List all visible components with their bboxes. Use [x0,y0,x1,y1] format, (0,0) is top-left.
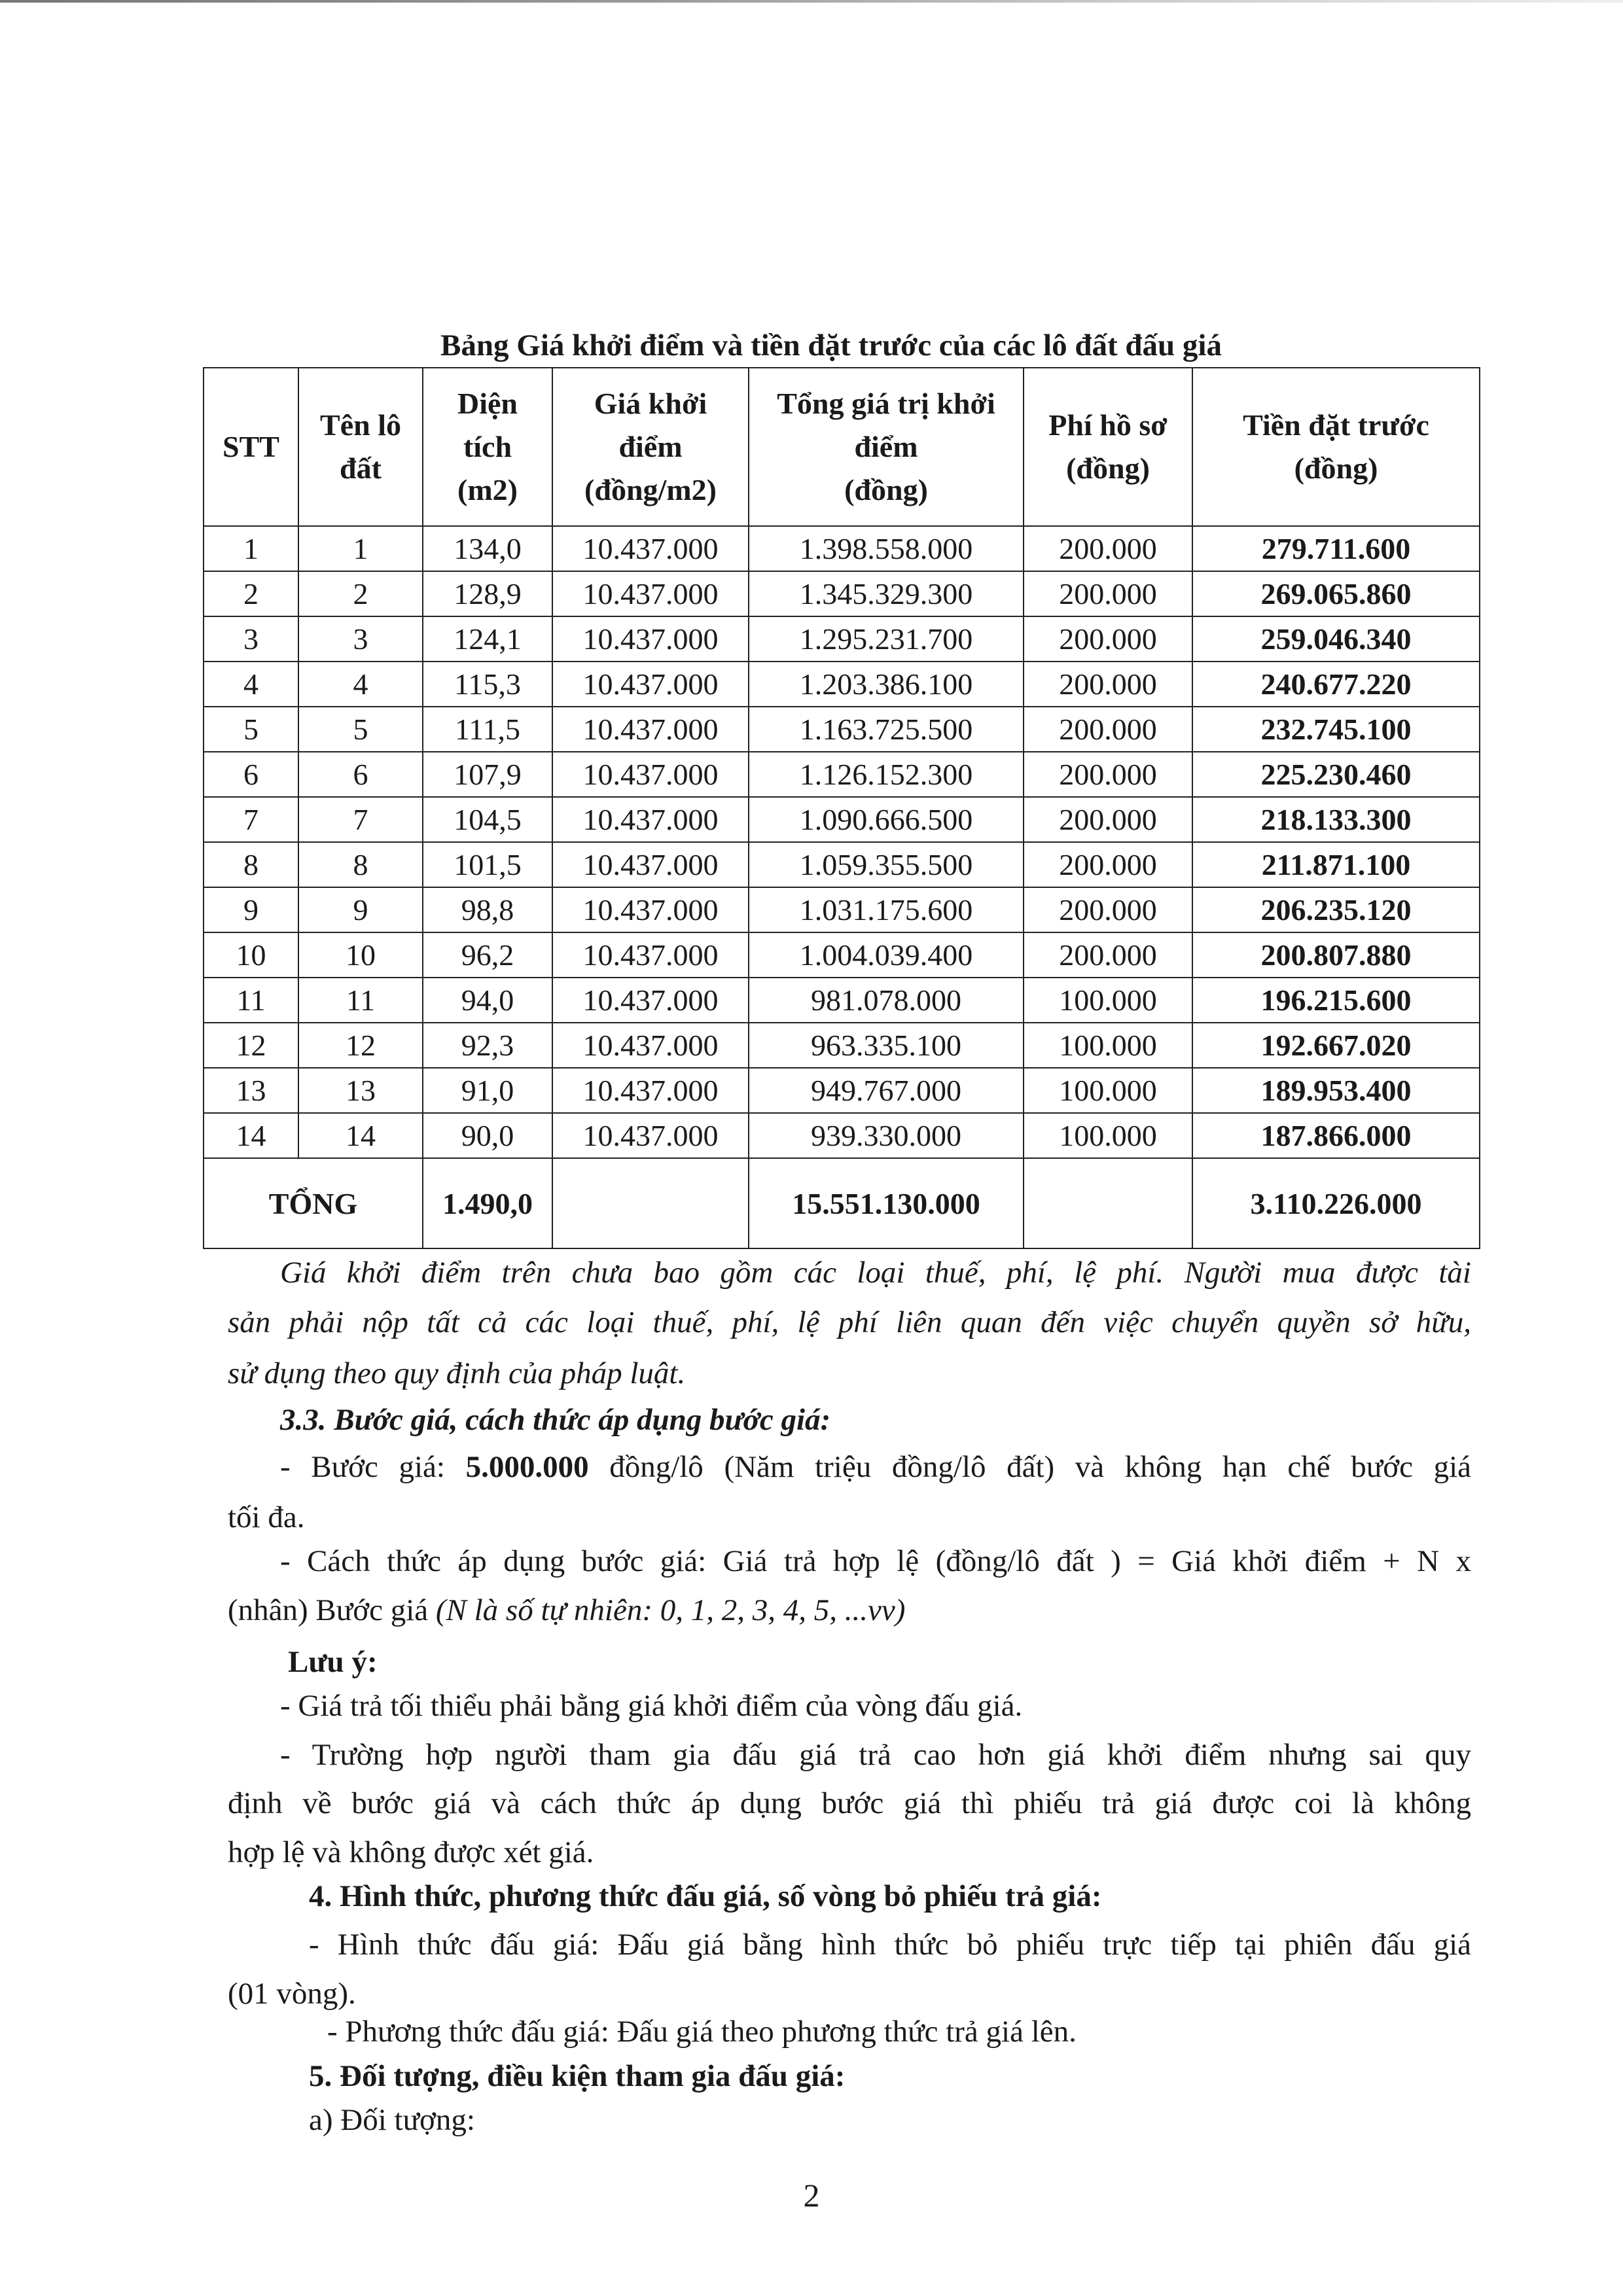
header-unit-price: Giá khởi điểm (đồng/m2) [552,368,749,526]
method2-line: - Phương thức đấu giá: Đấu giá theo phương thức trả giá lên. [327,2015,1077,2049]
cell-total: 1.398.558.000 [749,526,1024,571]
table-row [204,978,1480,1023]
note-line: Giá khởi điểm trên chưa bao gồm các loại thuế, phí, lệ phí. Người mua được tài [280,1256,1471,1290]
cell-total: 963.335.100 [749,1023,1024,1068]
note-item: - Trường hợp người tham gia đấu giá trả cao hơn giá khởi điểm nhưng sai quy [280,1738,1471,1772]
cell-fee: 200.000 [1024,526,1192,571]
section-5-heading: 5. Đối tượng, điều kiện tham gia đấu giá: [309,2059,846,2093]
cell-unit-price: 10.437.000 [552,978,749,1023]
cell-area: 111,5 [423,707,552,752]
cell-lot: 7 [298,797,423,842]
cell-unit-price: 10.437.000 [552,526,749,571]
section-3-3-heading: 3.3. Bước giá, cách thức áp dụng bước giá: [280,1403,831,1437]
table-header-row [204,368,1480,526]
header-deposit: Tiền đặt trước (đồng) [1192,368,1480,526]
cell-lot: 11 [298,978,423,1023]
cell-total: 1.126.152.300 [749,752,1024,797]
step-label: - Bước giá: [280,1450,466,1484]
cell-area: 104,5 [423,797,552,842]
cell-stt: 1 [204,526,298,571]
total-value: 15.551.130.000 [749,1158,1024,1248]
cell-deposit: 192.667.020 [1192,1023,1480,1068]
cell-fee: 100.000 [1024,1113,1192,1158]
cell-stt: 8 [204,842,298,887]
cell-stt: 3 [204,616,298,662]
cell-area: 92,3 [423,1023,552,1068]
step-line [280,1447,1471,1487]
cell-lot: 8 [298,842,423,887]
auction-lots-table [203,367,1480,1249]
total-unit-price-empty [552,1158,749,1248]
cell-fee: 200.000 [1024,571,1192,616]
cell-area: 134,0 [423,526,552,571]
table-row [204,842,1480,887]
cell-unit-price: 10.437.000 [552,842,749,887]
method-label: (nhân) Bước giá [228,1593,436,1627]
cell-total: 1.004.039.400 [749,932,1024,978]
step-line-2: tối đa. [228,1500,305,1534]
cell-area: 115,3 [423,662,552,707]
cell-total: 939.330.000 [749,1113,1024,1158]
header-fee: Phí hồ sơ (đồng) [1024,368,1192,526]
table-total-row [204,1158,1480,1248]
cell-lot: 1 [298,526,423,571]
cell-unit-price: 10.437.000 [552,1023,749,1068]
method-line: - Cách thức áp dụng bước giá: Giá trả hợp lệ (đồng/lô đất ) = Giá khởi điểm + N x [280,1544,1471,1578]
section-4-heading: 4. Hình thức, phương thức đấu giá, số vòng bỏ phiếu trả giá: [309,1879,1102,1913]
table-row [204,571,1480,616]
cell-stt: 4 [204,662,298,707]
cell-lot: 3 [298,616,423,662]
form-line: - Hình thức đấu giá: Đấu giá bằng hình thức bỏ phiếu trực tiếp tại phiên đấu giá [309,1928,1471,1962]
cell-deposit: 279.711.600 [1192,526,1480,571]
cell-fee: 200.000 [1024,887,1192,932]
total-deposit: 3.110.226.000 [1192,1158,1480,1248]
cell-area: 98,8 [423,887,552,932]
table-row [204,887,1480,932]
cell-deposit: 232.745.100 [1192,707,1480,752]
cell-deposit: 240.677.220 [1192,662,1480,707]
cell-lot: 10 [298,932,423,978]
header-lot: Tên lô đất [298,368,423,526]
cell-unit-price: 10.437.000 [552,932,749,978]
cell-area: 94,0 [423,978,552,1023]
table-row [204,1113,1480,1158]
cell-unit-price: 10.437.000 [552,887,749,932]
cell-deposit: 206.235.120 [1192,887,1480,932]
cell-unit-price: 10.437.000 [552,707,749,752]
cell-unit-price: 10.437.000 [552,1068,749,1113]
cell-deposit: 187.866.000 [1192,1113,1480,1158]
cell-total: 1.203.386.100 [749,662,1024,707]
cell-total: 1.059.355.500 [749,842,1024,887]
cell-fee: 200.000 [1024,616,1192,662]
cell-fee: 200.000 [1024,797,1192,842]
cell-area: 107,9 [423,752,552,797]
cell-deposit: 196.215.600 [1192,978,1480,1023]
note-line: sử dụng theo quy định của pháp luật. [228,1356,686,1390]
cell-stt: 12 [204,1023,298,1068]
table-row [204,707,1480,752]
header-area: Diện tích (m2) [423,368,552,526]
cell-lot: 9 [298,887,423,932]
cell-stt: 14 [204,1113,298,1158]
cell-fee: 100.000 [1024,1068,1192,1113]
cell-total: 1.295.231.700 [749,616,1024,662]
cell-deposit: 218.133.300 [1192,797,1480,842]
cell-fee: 200.000 [1024,707,1192,752]
cell-lot: 4 [298,662,423,707]
total-area: 1.490,0 [423,1158,552,1248]
cell-fee: 200.000 [1024,932,1192,978]
cell-unit-price: 10.437.000 [552,752,749,797]
cell-lot: 14 [298,1113,423,1158]
cell-total: 1.031.175.600 [749,887,1024,932]
cell-deposit: 189.953.400 [1192,1068,1480,1113]
table-row [204,526,1480,571]
cell-area: 91,0 [423,1068,552,1113]
note-item: hợp lệ và không được xét giá. [228,1835,594,1869]
cell-stt: 10 [204,932,298,978]
note-line: sản phải nộp tất cả các loại thuế, phí, lệ phí liên quan đến việc chuyển quyền sở hữu, [228,1305,1471,1339]
cell-stt: 2 [204,571,298,616]
total-fee-empty [1024,1158,1192,1248]
cell-lot: 5 [298,707,423,752]
cell-lot: 6 [298,752,423,797]
table-row [204,1068,1480,1113]
cell-stt: 5 [204,707,298,752]
cell-lot: 2 [298,571,423,616]
method-line-2 [228,1591,905,1630]
table-row [204,932,1480,978]
note-heading: Lưu ý: [288,1645,378,1679]
cell-deposit: 225.230.460 [1192,752,1480,797]
total-label: TỔNG [204,1158,423,1248]
cell-deposit: 269.065.860 [1192,571,1480,616]
cell-area: 101,5 [423,842,552,887]
form-line-2: (01 vòng). [228,1977,356,2011]
step-desc: đồng/lô (Năm triệu đồng/lô đất) và không hạn chế bước giá [588,1450,1471,1484]
cell-fee: 200.000 [1024,662,1192,707]
header-stt: STT [204,368,298,526]
cell-total: 981.078.000 [749,978,1024,1023]
step-amount: 5.000.000 [465,1450,589,1484]
cell-stt: 13 [204,1068,298,1113]
cell-stt: 6 [204,752,298,797]
cell-unit-price: 10.437.000 [552,1113,749,1158]
cell-area: 128,9 [423,571,552,616]
cell-unit-price: 10.437.000 [552,662,749,707]
cell-lot: 12 [298,1023,423,1068]
cell-total: 1.090.666.500 [749,797,1024,842]
table-row [204,752,1480,797]
table-row [204,616,1480,662]
cell-fee: 100.000 [1024,978,1192,1023]
page-number: 2 [803,2177,820,2214]
section-5a: a) Đối tượng: [309,2103,475,2137]
cell-unit-price: 10.437.000 [552,797,749,842]
cell-deposit: 259.046.340 [1192,616,1480,662]
cell-fee: 200.000 [1024,752,1192,797]
cell-stt: 9 [204,887,298,932]
cell-area: 96,2 [423,932,552,978]
note-item: - Giá trả tối thiểu phải bằng giá khởi điểm của vòng đấu giá. [280,1689,1023,1723]
method-formula-note: (N là số tự nhiên: 0, 1, 2, 3, 4, 5, ...vv) [435,1593,906,1627]
cell-area: 124,1 [423,616,552,662]
cell-total: 949.767.000 [749,1068,1024,1113]
table-row [204,1023,1480,1068]
cell-fee: 100.000 [1024,1023,1192,1068]
cell-total: 1.345.329.300 [749,571,1024,616]
cell-deposit: 211.871.100 [1192,842,1480,887]
table-row [204,797,1480,842]
cell-fee: 200.000 [1024,842,1192,887]
cell-total: 1.163.725.500 [749,707,1024,752]
table-title: Bảng Giá khởi điểm và tiền đặt trước của các lô đất đấu giá [440,328,1222,362]
cell-lot: 13 [298,1068,423,1113]
cell-area: 90,0 [423,1113,552,1158]
cell-stt: 11 [204,978,298,1023]
note-item: định về bước giá và cách thức áp dụng bước giá thì phiếu trả giá được coi là không [228,1786,1471,1820]
cell-deposit: 200.807.880 [1192,932,1480,978]
table-row [204,662,1480,707]
header-total: Tổng giá trị khởi điểm (đồng) [749,368,1024,526]
cell-unit-price: 10.437.000 [552,616,749,662]
scan-edge [0,0,1623,3]
cell-unit-price: 10.437.000 [552,571,749,616]
cell-stt: 7 [204,797,298,842]
